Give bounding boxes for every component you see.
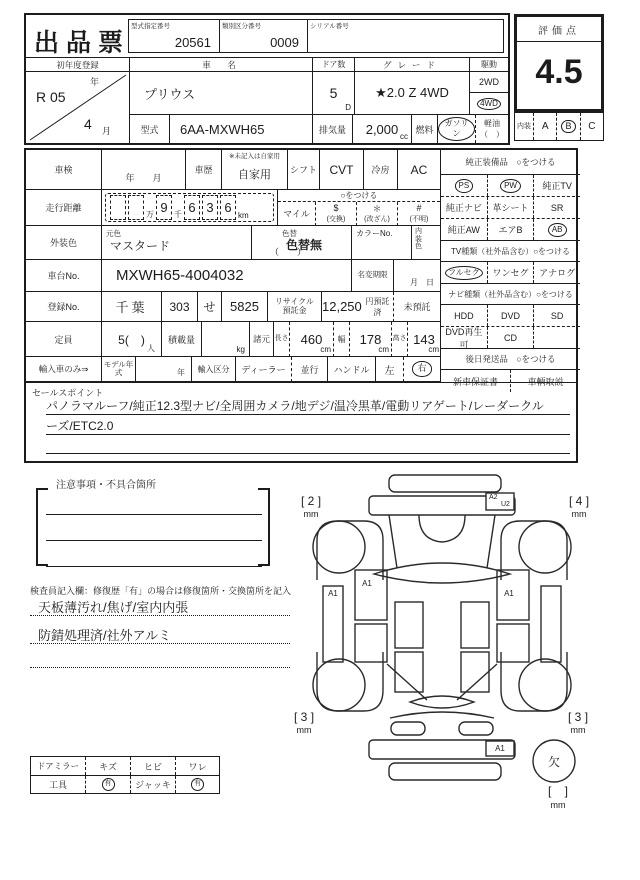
tools-has <box>86 776 131 793</box>
notes-bracket-left <box>36 488 48 566</box>
bracket-open: [ <box>300 494 305 508</box>
recycle-value-cell <box>322 292 394 322</box>
chassis-value: MXWH65-4004032 <box>102 260 352 292</box>
first-reg-header: 初年度登録 <box>26 57 130 72</box>
spare-tread <box>538 784 578 798</box>
import-class-label: 輸入区分 <box>192 357 236 382</box>
panel-mark-a1-left-door: A1 <box>362 578 372 588</box>
capacity-label: 定員 <box>26 322 102 357</box>
width-label: 幅 <box>334 322 350 357</box>
mileage-digit-box <box>110 195 126 220</box>
rear-left-tread-unit: mm <box>296 724 312 735</box>
interior-grade-box <box>514 112 604 141</box>
inspector-line2-rule <box>30 643 290 644</box>
rename-value: 月 日 <box>394 260 440 292</box>
navi-dvd: DVD <box>488 305 535 326</box>
rear-right-tread <box>562 710 594 724</box>
first-reg-cell <box>26 72 130 143</box>
history-note: ※未記入は自家用 <box>229 153 280 160</box>
details-block <box>24 148 578 463</box>
right-sill <box>541 586 561 662</box>
mirror-tools-table <box>30 756 220 794</box>
mileage-km: km <box>238 211 249 220</box>
ship-manual: 車輌取説 <box>527 376 564 387</box>
serial-box <box>308 19 504 53</box>
displacement-unit: cc <box>400 132 408 141</box>
serial-label: シリアル番号 <box>310 23 349 30</box>
navi-hdd: HDD <box>441 305 488 326</box>
rear-right-tread-unit: mm <box>570 724 586 735</box>
doors-cell <box>313 72 355 115</box>
history-value: 自家用 <box>238 169 271 181</box>
inspector-line2-text: 防錆処理済/社外アルミ <box>38 628 172 643</box>
first-reg-year-suffix: 年 <box>90 77 100 87</box>
displacement-number: 2,000 <box>365 121 399 137</box>
front-left-tread-value: 2 <box>307 494 315 508</box>
shift-value: CVT <box>320 150 364 190</box>
capacity-cell <box>102 322 162 357</box>
navi-dvd-play: DVD再生可 <box>441 327 488 348</box>
repaint-paren: （ ） <box>270 247 307 257</box>
mileage-digit-box: 9 <box>156 195 172 220</box>
exchange-label: (交換) <box>326 216 346 223</box>
mirror-split: ワレ <box>188 761 207 772</box>
front-plate-strip <box>389 475 501 492</box>
reg-number: 5825 <box>222 292 268 322</box>
bracket-open: [ <box>568 494 573 508</box>
displacement-value <box>353 115 412 143</box>
class-code-box <box>220 19 308 53</box>
panel-mark-u2: U2 <box>501 501 510 508</box>
equip-airb: エアB <box>488 219 535 240</box>
vehicle-header-block <box>24 13 510 145</box>
dealer-option: ディーラー <box>236 357 292 382</box>
type-code-box <box>128 19 220 53</box>
ship-warranty: 新車保証書 <box>441 370 511 392</box>
jack-has-circled: 有 <box>191 778 204 791</box>
front-right-tread-unit: mm <box>571 508 587 519</box>
displacement-label: 排気量 <box>313 115 353 143</box>
sales-points-section <box>26 382 576 461</box>
first-reg-month: 4 <box>84 116 92 132</box>
import-label: 輸入車のみ⇒ <box>26 357 102 382</box>
drive-2wd: 2WD <box>470 72 508 93</box>
bracket-close: ] <box>584 710 589 724</box>
jack-label: ジャッキ <box>131 776 176 793</box>
inspector-blank-rule <box>30 667 290 668</box>
interior-grade-a: A <box>534 113 557 140</box>
equip-ps <box>441 175 488 196</box>
handle-right <box>404 357 440 382</box>
load-unit: kg <box>236 345 245 354</box>
bracket-close: ] <box>317 494 322 508</box>
tools-has-circled: 有 <box>102 778 115 791</box>
rename-label: 名変期限 <box>352 260 394 292</box>
notes-label: 注意事項・不具合箇所 <box>56 480 156 491</box>
mirror-crack: ヒビ <box>131 757 176 775</box>
type-code-value: 20561 <box>174 35 211 50</box>
fuel-gasoline <box>438 115 476 143</box>
bracket-close: ] <box>564 784 569 798</box>
base-color-cell <box>102 226 252 260</box>
class-code-label: 類別区分番号 <box>222 23 261 30</box>
int-color-cell <box>412 226 440 260</box>
reg-kana: せ <box>198 292 222 322</box>
mileage-circle-note: ○をつける <box>278 190 440 202</box>
fuel-gasoline-circled: ガソリン <box>438 117 475 141</box>
rear-left-tread-value: 3 <box>300 710 308 724</box>
model-year-label: モデル年式 <box>102 357 136 382</box>
handle-left: 左 <box>376 357 404 382</box>
spare-tread-unit: mm <box>550 799 566 810</box>
tv-fullseg <box>441 262 488 283</box>
width-value: 178 <box>359 331 382 347</box>
diagonal-line <box>26 72 130 143</box>
rating-label: 評価点 <box>517 17 601 42</box>
equip-pw <box>488 175 535 196</box>
length-cell <box>290 322 334 357</box>
front-right-tread <box>560 494 598 508</box>
equip-ab-circled: AB <box>548 223 567 237</box>
tools-label: 工具 <box>31 776 86 793</box>
recycle-label: リサイクル預託金 <box>268 292 322 322</box>
bracket-close: ] <box>585 494 590 508</box>
repaint-cell <box>252 226 352 260</box>
navi-type-header: ナビ種類（社外品含む）○をつける <box>441 284 580 305</box>
color-no-cell <box>352 226 412 260</box>
drive-4wd-circled: 4WD <box>477 98 501 110</box>
left-rear-door <box>355 624 387 662</box>
int-color-label: 内装色 <box>415 228 422 251</box>
bracket-open: [ <box>293 710 298 724</box>
jack-has <box>176 776 219 793</box>
width-cell <box>350 322 392 357</box>
rating-score: 4.5 <box>535 52 583 91</box>
history-label: 車歴 <box>186 150 222 190</box>
notes-line <box>46 540 262 541</box>
mileage-digit-box: 3 <box>202 195 218 220</box>
mileage-digit-box: 6 <box>184 195 200 220</box>
first-reg-era: R 05 <box>36 89 66 105</box>
reg-area: 千葉 <box>102 292 162 322</box>
drive-4wd <box>470 93 508 115</box>
recycle-amount: 12,250 <box>322 299 362 314</box>
bracket-open: [ <box>567 710 572 724</box>
interior-grade-c: C <box>588 121 596 132</box>
car-diagram <box>292 468 618 833</box>
page-title: 出品票 <box>34 29 131 57</box>
unknown-option <box>398 202 440 226</box>
rear-plate-strip <box>389 763 501 780</box>
mileage-label: 走行距離 <box>26 190 102 226</box>
repaint-label: 色替 <box>282 229 297 238</box>
inspection-label: 車検 <box>26 150 102 190</box>
grade-header: グレード <box>355 57 470 72</box>
equipment-panel <box>440 150 580 387</box>
tampered-symbol: ＊ <box>372 203 382 214</box>
spare-missing-mark: 欠 <box>547 754 560 769</box>
sales-blank-line <box>46 453 570 454</box>
ship-later-header: 後日発送品 ○をつける <box>441 349 580 370</box>
front-left-tread-unit: mm <box>303 508 319 519</box>
parallel-option: 並行 <box>292 357 328 382</box>
base-color-value: マスタード <box>110 239 171 253</box>
reg-class: 303 <box>162 292 198 322</box>
interior-grade-b <box>557 113 580 140</box>
navi-cd: CD <box>488 327 535 348</box>
grade-value: ★2.0 Z 4WD <box>355 72 470 115</box>
windshield <box>374 563 510 583</box>
capacity-unit: 人 <box>147 344 155 353</box>
equip-sr: SR <box>550 202 564 213</box>
doors-value: 5 <box>329 85 338 101</box>
unknown-label: (不明) <box>409 216 429 223</box>
handle-right-circled: 右 <box>412 361 431 376</box>
rear-left-wheel <box>313 659 365 711</box>
panel-mark-a1-right-door: A1 <box>504 588 514 598</box>
height-unit: cm <box>428 345 439 354</box>
doors-header: ドア数 <box>313 57 355 72</box>
length-label: 長さ <box>274 322 290 357</box>
unknown-symbol: # <box>416 203 422 213</box>
tv-type-header: TV種類（社外品含む）○をつける <box>441 241 580 262</box>
fuel-label: 燃料 <box>412 115 438 143</box>
chassis-label: 車台No. <box>26 260 102 292</box>
length-unit: cm <box>320 345 331 354</box>
height-label: 高さ <box>392 322 408 357</box>
model-label: 型式 <box>130 115 170 143</box>
sales-line1: パノラマルーフ/純正12.3型ナビ/全周囲カメラ/地デジ/温冷黒革/電動リアゲート/レーダークル <box>46 397 570 415</box>
door-mirror-label: ドアミラー <box>31 757 86 775</box>
width-unit: cm <box>378 345 389 354</box>
type-code-label: 型式指定番号 <box>131 23 170 30</box>
notes-bracket-right <box>258 488 270 566</box>
tv-analog: アナログ <box>539 268 576 278</box>
mileage-digits-cell <box>102 190 278 226</box>
bracket-open: [ <box>547 784 552 798</box>
rear-window <box>410 696 474 708</box>
equip-ps-circled: PS <box>455 179 474 193</box>
equip-pw-circled: PW <box>500 179 521 193</box>
rear-left-tread <box>288 710 320 724</box>
front-left-wheel <box>313 521 365 573</box>
equip-leather: 革シート <box>488 197 535 218</box>
history-cell <box>222 150 288 190</box>
rating-box <box>514 14 604 112</box>
mileage-man: 万 <box>146 210 154 219</box>
rear-right-wheel <box>519 659 571 711</box>
equip-navi: 純正ナビ <box>441 197 488 218</box>
navi-blank <box>534 327 580 348</box>
sales-line2: ーズ/ETC2.0 <box>46 417 570 435</box>
equip-tv: 純正TV <box>542 181 572 191</box>
mirror-scratch: キズ <box>86 757 131 775</box>
equip-ab <box>534 219 580 240</box>
front-right-tread-value: 4 <box>575 494 583 508</box>
model-year-cell: 年 <box>136 357 192 382</box>
mile-option: マイル <box>278 202 316 226</box>
panel-mark-a1-sill: A1 <box>328 588 338 598</box>
equip-aw: 純正AW <box>441 219 488 240</box>
tv-oneseg: ワンセグ <box>488 262 535 283</box>
tv-fullseg-circled: フルセグ <box>445 266 483 280</box>
exchange-option <box>316 202 357 226</box>
mileage-digit-box: 6 <box>220 195 236 220</box>
front-left-tread <box>292 494 330 508</box>
inspector-line1-text: 天板薄汚れ/焦げ/室内内張 <box>38 600 189 615</box>
capacity-value: 5( ) <box>118 332 145 347</box>
recycle-none: 未預託 <box>394 292 440 322</box>
front-right-wheel <box>519 521 571 573</box>
dims-label: 諸元 <box>250 322 274 357</box>
car-name-header: 車 名 <box>130 57 313 72</box>
notes-line <box>46 514 262 515</box>
repaint-value: 色替無 <box>286 238 323 252</box>
ac-label: 冷房 <box>364 150 398 190</box>
recycle-suffix: 円預託済 <box>365 296 390 317</box>
shift-label: シフト <box>288 150 320 190</box>
model-value: 6AA-MXWH65 <box>170 115 313 143</box>
equipment-header: 純正装備品 ○をつける <box>441 150 580 175</box>
tampered-option <box>357 202 398 226</box>
panel-mark-a1-rear-bumper: A1 <box>495 743 505 753</box>
bracket-close: ] <box>310 710 315 724</box>
handle-label: ハンドル <box>328 357 376 382</box>
color-no-label: カラーNo. <box>356 229 393 238</box>
car-name-value: プリウス <box>130 72 313 115</box>
inspector-header: 検査員記入欄：修復歴「有」の場合は修復箇所・交換箇所を記入 <box>30 586 292 596</box>
rear-right-tread-value: 3 <box>574 710 582 724</box>
right-rear-door <box>497 624 529 662</box>
mileage-digit-box <box>128 195 144 220</box>
notes-line <box>46 566 262 567</box>
ext-color-label: 外装色 <box>26 226 102 260</box>
inspection-value: 年 月 <box>102 150 186 190</box>
navi-sd: SD <box>550 310 564 321</box>
load-cell <box>202 322 250 357</box>
height-cell <box>408 322 440 357</box>
exchange-symbol: $ <box>333 203 339 213</box>
first-reg-month-suffix: 月 <box>102 126 112 136</box>
fuel-diesel: 軽油（ ） <box>480 119 504 139</box>
sales-points-label: セールスポイント <box>32 388 104 398</box>
ac-value: AC <box>398 150 440 190</box>
drive-header: 駆動 <box>470 57 508 72</box>
height-value: 143 <box>413 331 435 347</box>
panel-mark-a2: A2 <box>489 494 498 501</box>
length-value: 460 <box>300 331 323 347</box>
tampered-label: (改ざん) <box>364 216 390 223</box>
doors-unit: D <box>345 103 351 112</box>
interior-grade-b-circled: B <box>561 120 575 133</box>
class-code-value: 0009 <box>270 35 299 50</box>
inspector-line1-rule <box>30 615 290 616</box>
interior-grade-label: 内装 <box>515 113 534 140</box>
load-label: 積載量 <box>162 322 202 357</box>
base-color-label: 元色 <box>106 229 121 238</box>
reg-label: 登録No. <box>26 292 102 322</box>
mileage-sen: 千 <box>174 210 182 219</box>
